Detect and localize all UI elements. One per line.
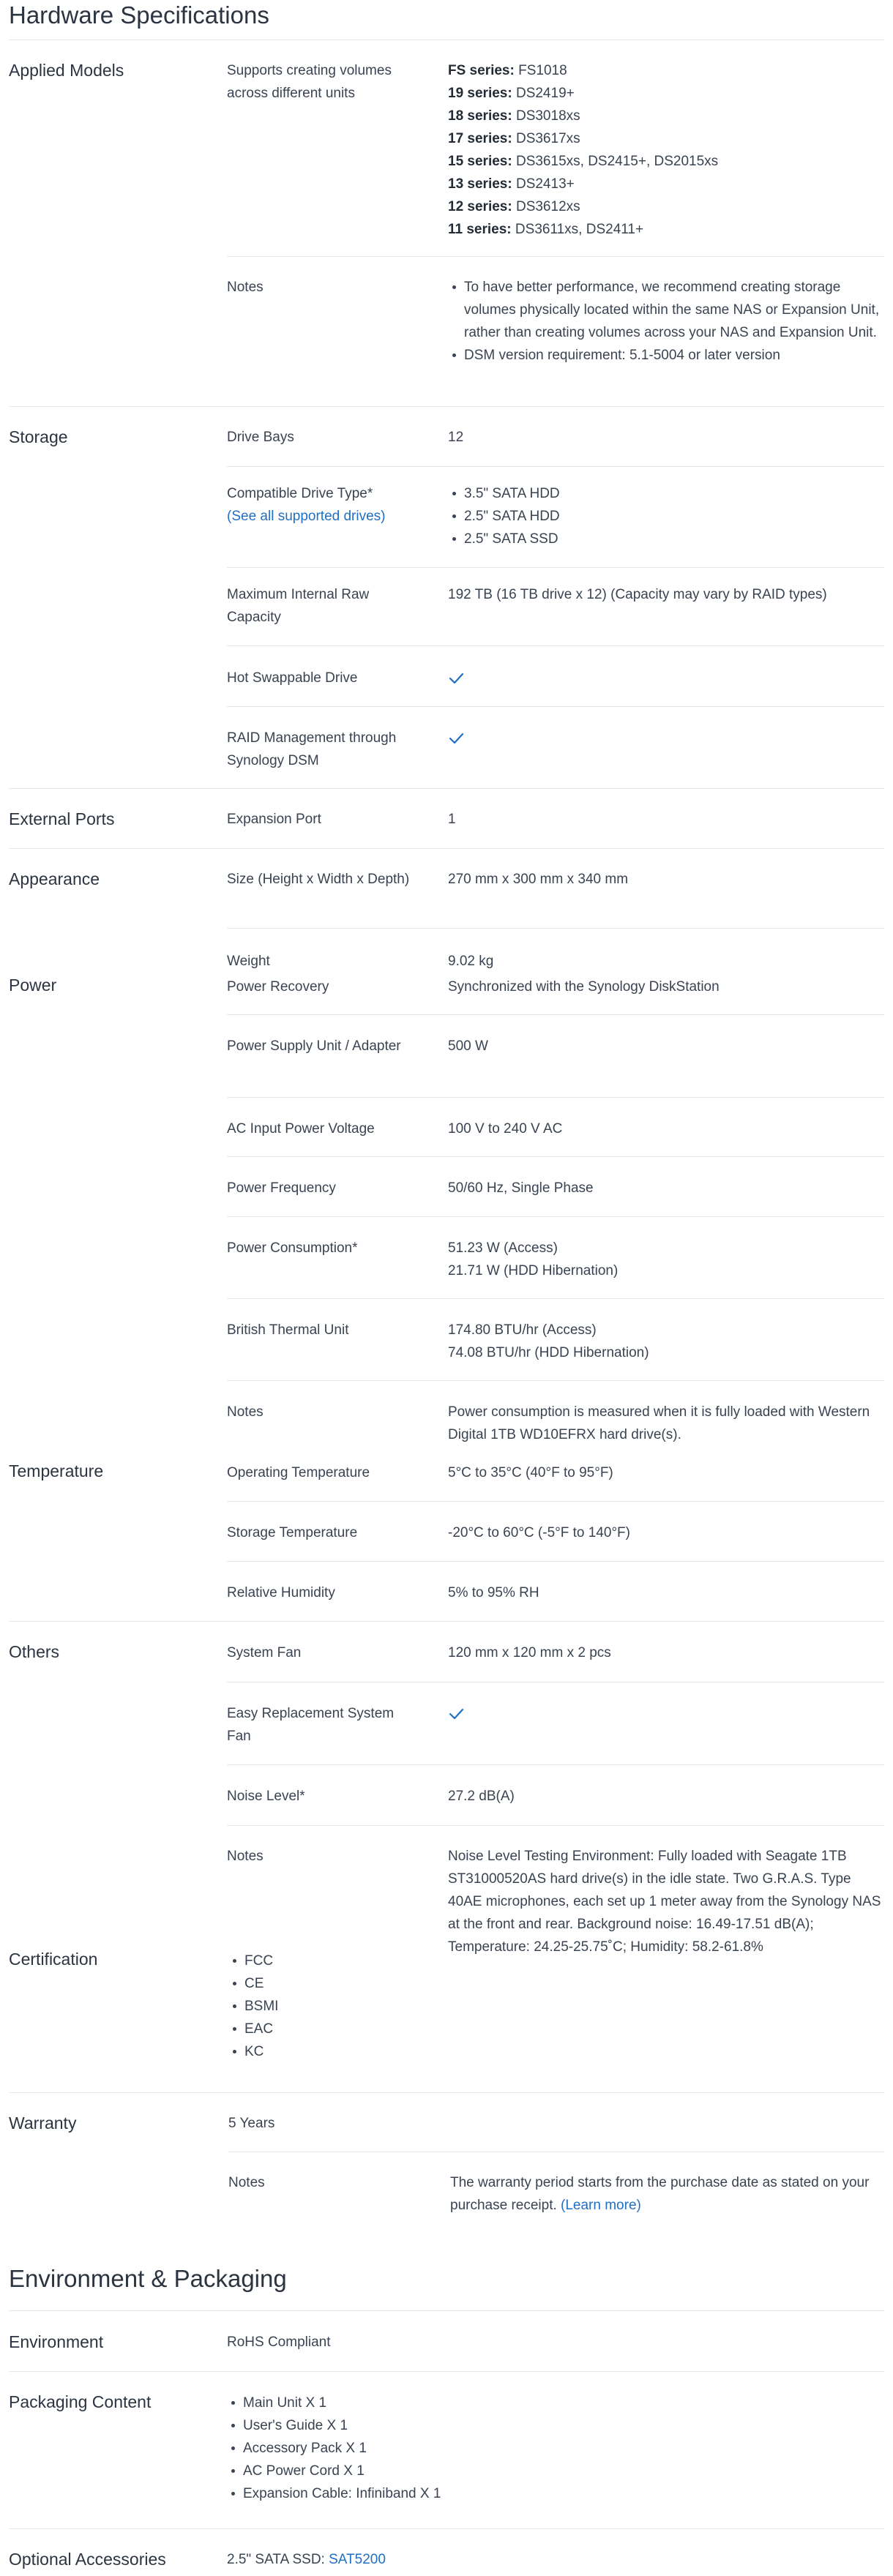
value-noise: 27.2 dB(A)	[448, 1789, 515, 1804]
drive-type-block	[227, 482, 410, 528]
packaging-list	[227, 2392, 666, 2505]
value-noise-notes: Noise Level Testing Environment: Fully loaded with Seagate 1TB ST31000520AS hard drive(s) in the idle state. Two G.R.A.S. Type 40AE microphones, each set up 1 meter away from the Synology NAS at the front and rear. Background noise: 16.49-17.51 dB(A); Temperature: 24.25-25.75˚C; Humidity: 58.2-61.8%	[448, 1849, 881, 1955]
label-power-recovery: Power Recovery	[227, 979, 329, 995]
list-item: 3.5" SATA HDD	[448, 482, 887, 505]
value-weight: 9.02 kg	[448, 954, 494, 969]
list-item: To have better performance, we recommend creating storage volumes physically located within the same NAS or Expansion Unit, rather than creating volumes across your NAS and Expansion Unit.	[448, 276, 887, 344]
easy-fan-value	[448, 1702, 887, 1725]
btu-access: 174.80 BTU/hr (Access)	[448, 1322, 597, 1338]
category-optional-accessories: Optional Accessories	[9, 2550, 166, 2569]
divider	[227, 466, 884, 467]
divider	[9, 848, 884, 849]
optional-prefix: 2.5" SATA SSD:	[227, 2552, 325, 2567]
label-drive-bays: Drive Bays	[227, 430, 294, 445]
hardware-specs-title: Hardware Specifications	[9, 1, 269, 29]
value-size: 270 mm x 300 mm x 340 mm	[448, 872, 629, 887]
list-item: Expansion Cable: Infiniband X 1	[227, 2482, 666, 2505]
divider	[227, 706, 884, 707]
raid-management-value	[448, 727, 887, 749]
value-storage-temp: -20°C to 60°C (-5°F to 140°F)	[448, 1525, 630, 1540]
list-item: Accessory Pack X 1	[227, 2437, 666, 2460]
category-storage: Storage	[9, 427, 68, 446]
category-temperature: Temperature	[9, 1461, 104, 1480]
value-power-recovery: Synchronized with the Synology DiskStation	[448, 979, 720, 995]
divider	[9, 2310, 884, 2311]
list-item: 2.5" SATA HDD	[448, 505, 887, 528]
label-storage-temp: Storage Temperature	[227, 1525, 358, 1540]
value-humidity: 5% to 95% RH	[448, 1585, 539, 1600]
divider	[9, 2528, 884, 2529]
value-warranty-notes	[450, 2171, 889, 2217]
category-external-ports: External Ports	[9, 809, 115, 828]
list-item: AC Power Cord X 1	[227, 2460, 666, 2482]
category-applied-models: Applied Models	[9, 61, 124, 80]
list-item: FCC	[228, 1950, 411, 1972]
value-btu	[448, 1319, 887, 1364]
learn-more-link[interactable]: (Learn more)	[561, 2198, 641, 2213]
series-row: 13 series: DS2413+	[448, 176, 575, 192]
value-expansion-port: 1	[448, 812, 456, 827]
divider	[227, 928, 884, 929]
label-noise-notes: Notes	[227, 1849, 264, 1864]
label-operating-temp: Operating Temperature	[227, 1465, 370, 1480]
label-drive-type: Compatible Drive Type*	[227, 486, 373, 501]
category-others: Others	[9, 1642, 60, 1661]
list-item: KC	[228, 2040, 411, 2063]
label-raid-management: RAID Management through Synology DSM	[227, 730, 397, 768]
value-ac-input: 100 V to 240 V AC	[448, 1121, 563, 1137]
environment-packaging-title: Environment & Packaging	[9, 2265, 287, 2292]
list-item: User's Guide X 1	[227, 2414, 666, 2437]
series-row: 11 series: DS3611xs, DS2411+	[448, 222, 644, 237]
value-system-fan: 120 mm x 120 mm x 2 pcs	[448, 1645, 611, 1660]
check-icon	[448, 670, 464, 686]
drive-type-list	[448, 482, 887, 550]
label-noise: Noise Level*	[227, 1789, 305, 1804]
label-power-frequency: Power Frequency	[227, 1180, 336, 1196]
sat5200-link[interactable]: SAT5200	[329, 2552, 386, 2567]
value-max-capacity: 192 TB (16 TB drive x 12) (Capacity may vary by RAID types)	[448, 587, 827, 602]
divider	[227, 1156, 884, 1157]
label-power-notes: Notes	[227, 1404, 264, 1420]
divider	[227, 645, 884, 646]
divider	[227, 567, 884, 568]
divider	[227, 1097, 884, 1098]
label-expansion-port: Expansion Port	[227, 812, 321, 827]
warranty-notes-text: The warranty period starts from the purchase date as stated on your purchase receipt.	[450, 2175, 870, 2213]
series-row: 17 series: DS3617xs	[448, 131, 580, 146]
divider	[9, 1621, 884, 1622]
applied-models-notes	[448, 276, 887, 367]
list-item: BSMI	[228, 1995, 411, 2018]
divider	[227, 1501, 884, 1502]
label-weight: Weight	[227, 954, 270, 969]
category-packaging-content: Packaging Content	[9, 2392, 152, 2411]
label-psu: Power Supply Unit / Adapter	[227, 1038, 401, 1054]
divider	[227, 256, 884, 257]
label-notes: Notes	[227, 280, 264, 295]
check-icon	[448, 1706, 464, 1722]
label-system-fan: System Fan	[227, 1645, 302, 1660]
value-operating-temp: 5°C to 35°C (40°F to 95°F)	[448, 1465, 613, 1480]
label-warranty-notes: Notes	[228, 2175, 265, 2190]
list-item: Main Unit X 1	[227, 2392, 666, 2414]
consumption-hibernation: 21.71 W (HDD Hibernation)	[448, 1263, 619, 1278]
label-max-capacity: Maximum Internal Raw Capacity	[227, 587, 370, 625]
divider	[227, 1216, 884, 1217]
category-certification: Certification	[9, 1950, 98, 1969]
label-humidity: Relative Humidity	[227, 1585, 335, 1600]
divider	[227, 1825, 884, 1826]
value-power-frequency: 50/60 Hz, Single Phase	[448, 1180, 594, 1196]
btu-hibernation: 74.08 BTU/hr (HDD Hibernation)	[448, 1345, 649, 1360]
label-easy-fan: Easy Replacement System Fan	[227, 1706, 395, 1744]
list-item: CE	[228, 1972, 411, 1995]
category-environment: Environment	[9, 2332, 104, 2351]
divider	[9, 2092, 884, 2093]
category-power: Power	[9, 976, 57, 995]
certification-list	[228, 1950, 411, 2063]
value-power-consumption	[448, 1237, 887, 1282]
category-appearance: Appearance	[9, 869, 100, 888]
value-environment: RoHS Compliant	[227, 2334, 331, 2350]
divider	[227, 1014, 884, 1015]
consumption-access: 51.23 W (Access)	[448, 1240, 558, 1256]
hot-swap-value	[448, 667, 887, 689]
label-cross-unit-volumes: Supports creating volumes across different units	[227, 63, 392, 101]
divider	[9, 788, 884, 789]
check-icon	[448, 730, 464, 746]
optional-accessories-value	[227, 2548, 666, 2571]
applied-models-list	[448, 59, 887, 241]
label-btu: British Thermal Unit	[227, 1322, 349, 1338]
list-item: DSM version requirement: 5.1-5004 or later version	[448, 344, 887, 367]
label-ac-input: AC Input Power Voltage	[227, 1121, 375, 1137]
value-warranty: 5 Years	[228, 2116, 275, 2131]
category-warranty: Warranty	[9, 2113, 77, 2133]
label-size: Size (Height x Width x Depth)	[227, 872, 410, 887]
value-drive-bays: 12	[448, 430, 464, 445]
list-item: 2.5" SATA SSD	[448, 528, 887, 550]
list-item: EAC	[228, 2018, 411, 2040]
label-hot-swap: Hot Swappable Drive	[227, 670, 358, 686]
series-row: 19 series: DS2419+	[448, 86, 575, 101]
divider	[9, 406, 884, 407]
value-psu: 500 W	[448, 1038, 488, 1054]
supported-drives-link[interactable]: (See all supported drives)	[227, 509, 386, 524]
divider	[227, 1764, 884, 1765]
divider	[227, 1561, 884, 1562]
series-row: 15 series: DS3615xs, DS2415+, DS2015xs	[448, 154, 719, 169]
value-power-notes: Power consumption is measured when it is fully loaded with Western Digital 1TB WD10EFRX hard drive(s).	[448, 1404, 870, 1442]
label-power-consumption: Power Consumption*	[227, 1240, 358, 1256]
divider	[227, 1298, 884, 1299]
series-row: 18 series: DS3018xs	[448, 108, 580, 124]
series-row: 12 series: DS3612xs	[448, 199, 580, 214]
series-row: FS series: FS1018	[448, 63, 567, 78]
divider	[9, 2371, 884, 2372]
divider	[227, 1380, 884, 1381]
